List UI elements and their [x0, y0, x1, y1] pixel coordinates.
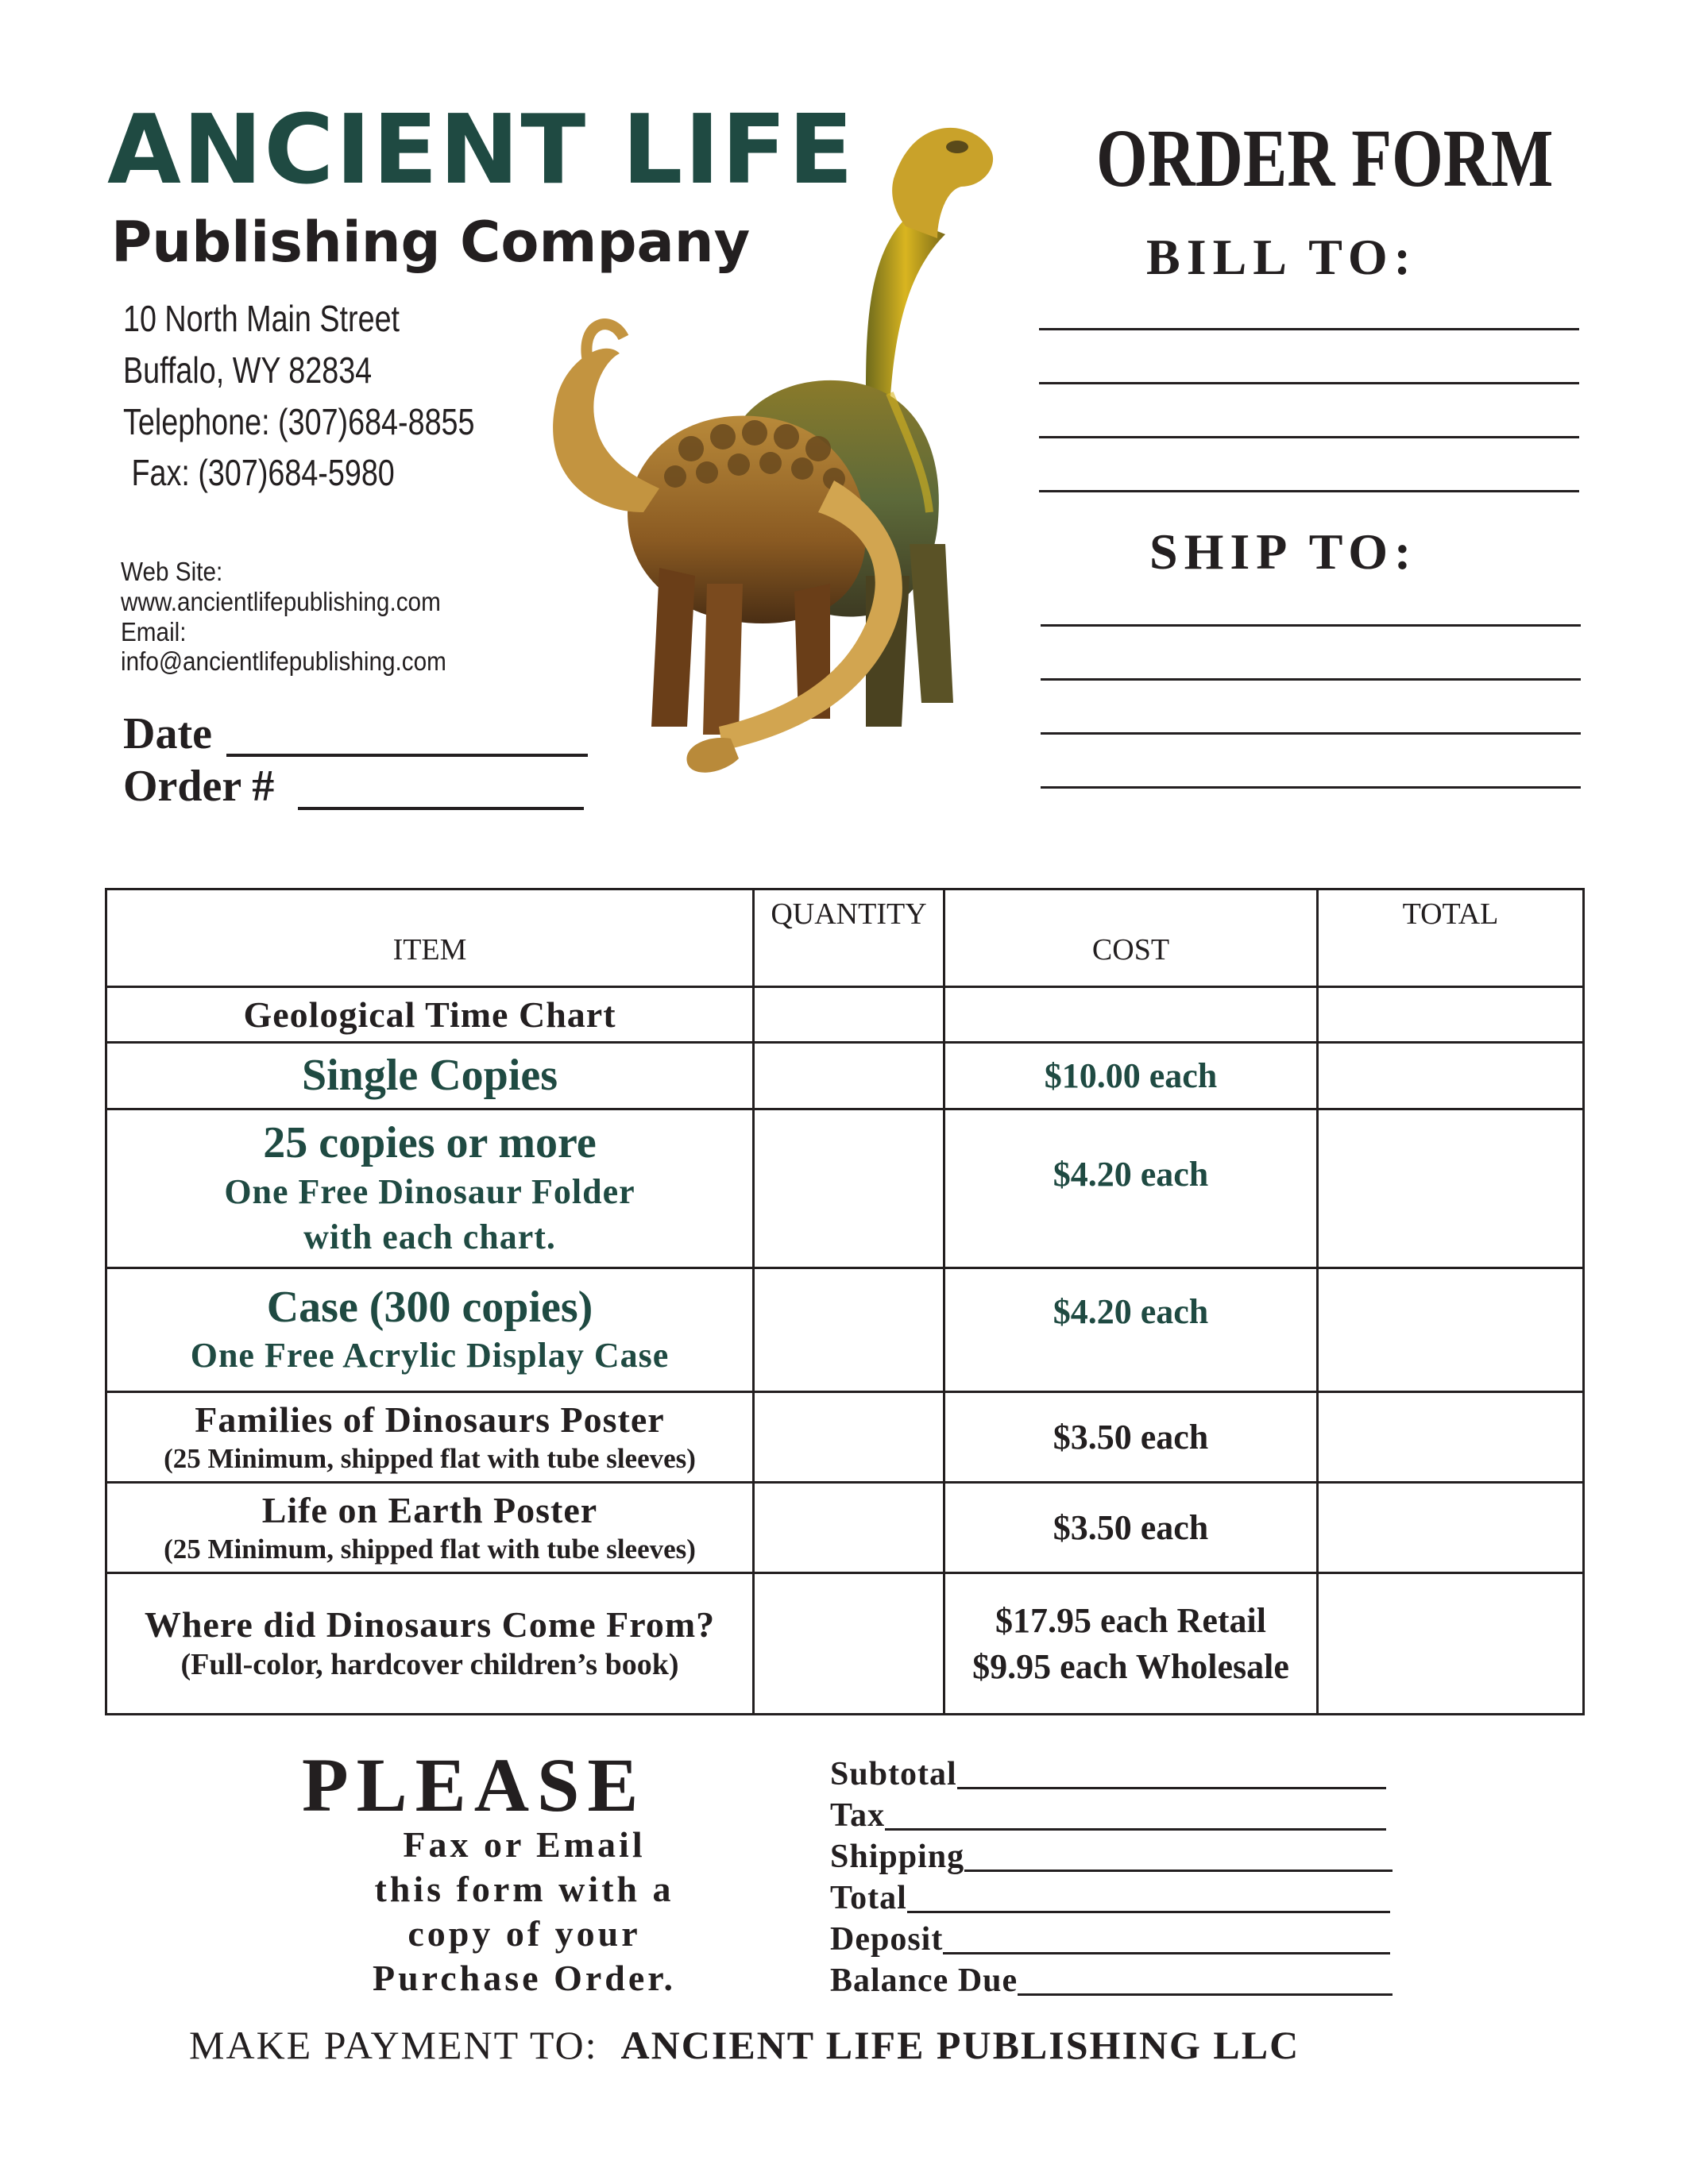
bill-to-title: BILL TO: — [1146, 229, 1417, 285]
quantity-cell[interactable] — [754, 1109, 944, 1268]
quantity-cell[interactable] — [754, 1483, 944, 1573]
address-city: Buffalo, WY 82834 — [123, 349, 373, 391]
total-cell[interactable] — [1318, 1392, 1584, 1483]
cost-dinosaur-book-wholesale: $9.95 each Wholesale — [972, 1646, 1289, 1686]
table-row — [106, 1109, 1584, 1268]
quantity-cell[interactable] — [754, 1392, 944, 1483]
tax-row[interactable] — [830, 1792, 1386, 1832]
header-total: TOTAL — [1318, 889, 1584, 987]
total-label: Total — [830, 1880, 907, 1916]
bill-to-line-3[interactable] — [1039, 436, 1579, 438]
address-telephone: Telephone: (307)684-8855 — [123, 401, 475, 442]
email-address[interactable]: info@ancientlifepublishing.com — [121, 646, 446, 676]
total-field[interactable] — [907, 1911, 1390, 1913]
cost-cell — [944, 987, 1318, 1043]
balance-due-field[interactable] — [1018, 1993, 1393, 1996]
make-payment-prefix: MAKE PAYMENT TO: — [189, 2023, 621, 2067]
balance-due-label: Balance Due — [830, 1962, 1018, 1999]
tax-label: Tax — [830, 1797, 886, 1834]
tax-field[interactable] — [885, 1828, 1386, 1831]
make-payment-payee: ANCIENT LIFE PUBLISHING LLC — [620, 2023, 1300, 2067]
bill-to-line-4[interactable] — [1039, 490, 1579, 492]
email-label: Email: — [121, 617, 187, 646]
order-form-title: ORDER FORM — [1096, 113, 1554, 204]
cost-25-copies: $4.20 each — [1053, 1155, 1209, 1194]
shipping-field[interactable] — [964, 1870, 1393, 1872]
item-families-poster: Families of Dinosaurs Poster — [195, 1399, 665, 1441]
please-line-1: Fax or Email — [403, 1824, 646, 1865]
cost-single-copies: $10.00 each — [1044, 1056, 1218, 1095]
cost-life-on-earth-poster: $3.50 each — [1053, 1507, 1209, 1547]
header-item: ITEM — [106, 889, 754, 987]
table-row — [106, 1043, 1584, 1109]
item-case: Case (300 copies) — [266, 1282, 593, 1332]
total-row[interactable] — [830, 1875, 1390, 1915]
please-line-4: Purchase Order. — [373, 1958, 676, 1998]
item-25-copies-offer: One Free Dinosaur Folder — [224, 1171, 635, 1211]
item-single-copies: Single Copies — [301, 1051, 558, 1101]
total-cell[interactable] — [1318, 1043, 1584, 1109]
bill-to-line-2[interactable] — [1039, 382, 1579, 384]
bill-to-line-1[interactable] — [1039, 328, 1579, 330]
shipping-label: Shipping — [830, 1839, 965, 1875]
header-cost: COST — [944, 889, 1318, 987]
subtotal-label: Subtotal — [830, 1756, 957, 1792]
quantity-cell[interactable] — [754, 1268, 944, 1392]
total-cell[interactable] — [1318, 1573, 1584, 1715]
order-number-label: Order # — [123, 762, 275, 811]
total-cell[interactable] — [1318, 987, 1584, 1043]
item-dinosaur-book: Where did Dinosaurs Come From? — [144, 1604, 716, 1646]
please-line-3: copy of your — [408, 1913, 641, 1954]
ship-to-line-1[interactable] — [1041, 624, 1581, 627]
item-25-copies-offer-2: with each chart. — [303, 1217, 556, 1256]
table-row — [106, 1268, 1584, 1392]
shipping-row[interactable] — [830, 1834, 1393, 1873]
total-cell[interactable] — [1318, 1268, 1584, 1392]
table-row — [106, 987, 1584, 1043]
table-row — [106, 1392, 1584, 1483]
deposit-field[interactable] — [943, 1952, 1390, 1954]
dinosaur-illustration — [492, 99, 1033, 798]
order-number-field[interactable] — [298, 807, 584, 810]
deposit-row[interactable] — [830, 1916, 1390, 1956]
total-cell[interactable] — [1318, 1483, 1584, 1573]
ship-to-title: SHIP TO: — [1149, 523, 1418, 580]
order-table — [105, 888, 1585, 1715]
item-life-on-earth-poster: Life on Earth Poster — [261, 1490, 598, 1531]
subtotal-field[interactable] — [957, 1787, 1386, 1789]
total-cell[interactable] — [1318, 1109, 1584, 1268]
table-row — [106, 1573, 1584, 1715]
date-label: Date — [123, 709, 212, 758]
subtotal-row[interactable] — [830, 1751, 1386, 1791]
make-payment-line — [189, 2025, 1300, 2065]
ship-to-line-4[interactable] — [1041, 786, 1581, 789]
cost-families-poster: $3.50 each — [1053, 1417, 1209, 1457]
cost-dinosaur-book-retail: $17.95 each Retail — [995, 1601, 1266, 1641]
table-row — [106, 1483, 1584, 1573]
web-site-label: Web Site: — [121, 557, 223, 586]
please-title: PLEASE — [302, 1742, 647, 1827]
quantity-cell[interactable] — [754, 1043, 944, 1109]
item-dinosaur-book-note: (Full-color, hardcover children’s book) — [180, 1648, 679, 1682]
address-street: 10 North Main Street — [123, 298, 400, 339]
ship-to-line-2[interactable] — [1041, 678, 1581, 681]
cost-case: $4.20 each — [1053, 1292, 1209, 1331]
balance-due-row[interactable] — [830, 1958, 1393, 1997]
address-fax: Fax: (307)684-5980 — [123, 452, 395, 493]
company-subtitle: Publishing Company — [111, 210, 751, 275]
table-header-row — [106, 889, 1584, 987]
item-case-offer: One Free Acrylic Display Case — [190, 1336, 670, 1376]
item-life-on-earth-poster-note: (25 Minimum, shipped flat with tube sleeves) — [164, 1534, 696, 1565]
quantity-cell[interactable] — [754, 987, 944, 1043]
item-geological-time-chart: Geological Time Chart — [243, 994, 616, 1035]
deposit-label: Deposit — [830, 1921, 944, 1958]
web-site-url[interactable]: www.ancientlifepublishing.com — [121, 587, 441, 616]
header-quantity: QUANTITY — [754, 889, 944, 987]
please-line-2: this form with a — [374, 1869, 674, 1909]
item-25-copies: 25 copies or more — [263, 1118, 597, 1168]
ship-to-line-3[interactable] — [1041, 732, 1581, 735]
company-name: ANCIENT LIFE — [107, 95, 856, 206]
item-families-poster-note: (25 Minimum, shipped flat with tube sleeves) — [164, 1443, 696, 1475]
quantity-cell[interactable] — [754, 1573, 944, 1715]
